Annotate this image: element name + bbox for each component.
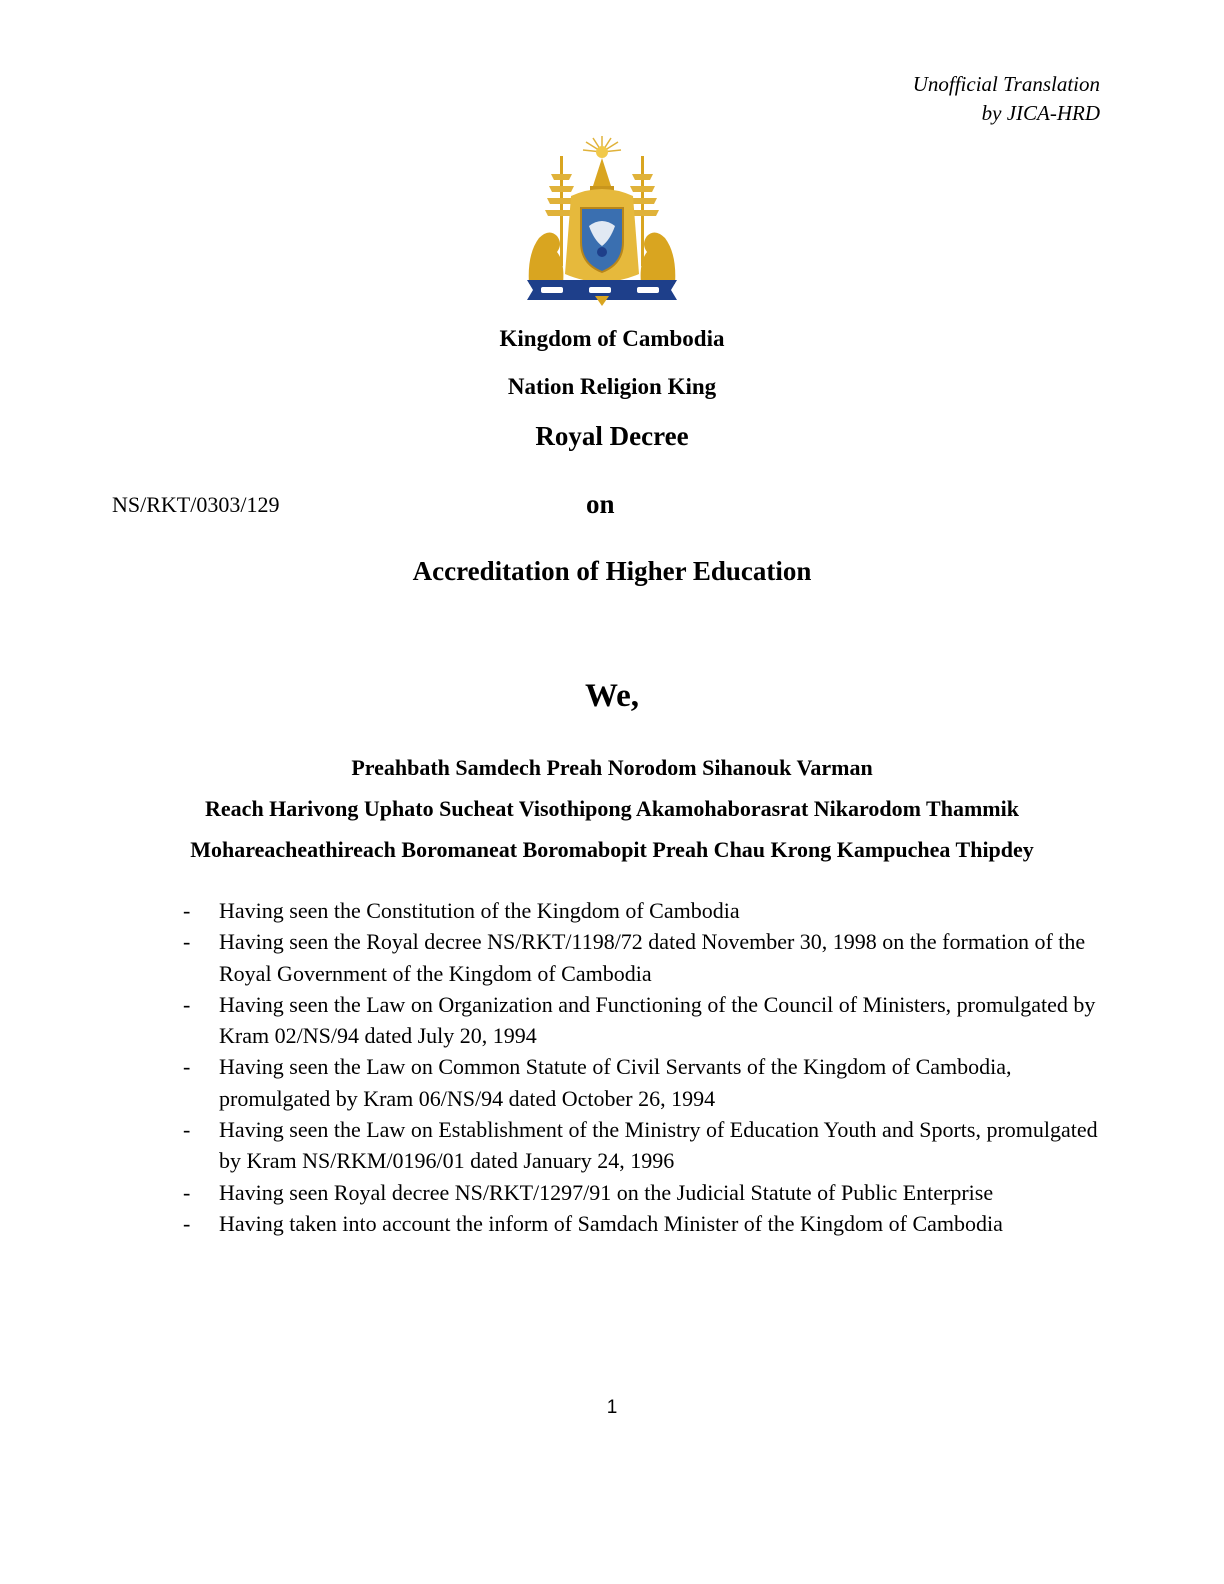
list-bullet: - bbox=[183, 1117, 191, 1143]
list-bullet: - bbox=[183, 929, 191, 955]
decree-subject: Accreditation of Higher Education bbox=[412, 556, 812, 586]
list-item-text: Having taken into account the inform of Samdach Minister of the Kingdom of Cambodia bbox=[219, 1210, 1003, 1236]
list-item bbox=[0, 895, 1224, 926]
list-item-text: Having seen the Law on Organization and Functioning of the Council of Ministers, promulgated by Kram 02/NS/94 dated July 20, 1994 bbox=[219, 991, 1096, 1049]
list-bullet: - bbox=[183, 991, 191, 1017]
decree-reference-number: NS/RKT/0303/129 bbox=[112, 492, 280, 517]
royal-name-line-1: Preahbath Samdech Preah Norodom Sihanouk Varman bbox=[351, 755, 873, 780]
list-item bbox=[0, 926, 1224, 989]
list-bullet: - bbox=[183, 1179, 191, 1205]
translation-note-line-1: Unofficial Translation bbox=[912, 72, 1100, 96]
list-item-text: Having seen the Constitution of the Kingdom of Cambodia bbox=[219, 898, 740, 923]
list-bullet: - bbox=[183, 1210, 191, 1236]
list-item-text: Having seen the Law on Establishment of the Ministry of Education Youth and Sports, promulgated by Kram NS/RKM/0196/01 dated January 24, 1996 bbox=[219, 1117, 1098, 1174]
list-item-text: Having seen Royal decree NS/RKT/1297/91 on the Judicial Statute of Public Enterprise bbox=[219, 1179, 994, 1205]
national-motto: Nation Religion King bbox=[507, 374, 717, 399]
translation-note-line-2: by JICA-HRD bbox=[981, 101, 1100, 125]
list-item bbox=[0, 1114, 1224, 1177]
list-item-text: Having seen the Law on Common Statute of Civil Servants of the Kingdom of Cambodia, promulgated by Kram 06/NS/94 dated October 26, 1994 bbox=[219, 1054, 1012, 1111]
translation-note bbox=[913, 70, 1100, 128]
document-type: Royal Decree bbox=[535, 421, 689, 451]
royal-name-line-3: Mohareacheathireach Boromaneat Boromabopit Preah Chau Krong Kampuchea Thipdey bbox=[190, 837, 1034, 862]
country-name: Kingdom of Cambodia bbox=[499, 326, 725, 351]
title-on: on bbox=[586, 489, 615, 519]
list-bullet: - bbox=[183, 1054, 191, 1080]
royal-arms-emblem bbox=[523, 134, 681, 310]
preamble-we: We, bbox=[584, 678, 640, 714]
list-item bbox=[0, 1051, 1224, 1114]
list-item bbox=[0, 1177, 1224, 1208]
list-item-text: Having seen the Royal decree NS/RKT/1198/72 dated November 30, 1998 on the formation of the Royal Government of the Kingdom of Cambodia bbox=[219, 929, 1086, 986]
royal-name-line-2: Reach Harivong Uphato Sucheat Visothipong Akamohaborasrat Nikarodom Thammik bbox=[205, 796, 1019, 821]
page-number: 1 bbox=[606, 1397, 618, 1418]
list-bullet: - bbox=[183, 898, 191, 923]
considerations-list bbox=[0, 895, 1224, 1239]
list-item bbox=[0, 989, 1224, 1052]
list-item bbox=[0, 1208, 1224, 1239]
